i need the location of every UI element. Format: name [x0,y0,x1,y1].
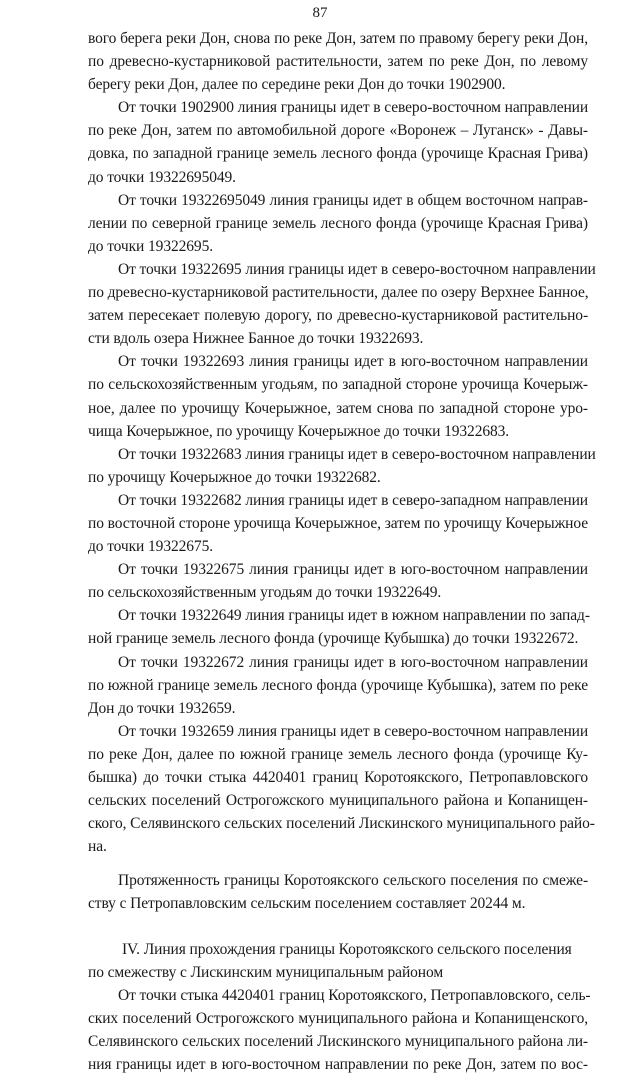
text-line: чища Кочерыжное, по урочищу Кочерыжное до точки 19322683. [88,422,510,440]
section-heading [88,938,588,984]
text-line: лении по северной границе земель лесного фонда (урочище Красная Грива) [88,214,588,232]
paragraph [88,258,596,350]
text-line: по древесно-кустарниковой растительности, затем по реке Дон, по левому [88,53,588,71]
text-line: по восточной стороне урочища Кочерыжное, затем по урочищу Кочерыжное [88,514,588,532]
text-line: по древесно-кустарниковой растительности, далее по озеру Верхнее Банное, [88,284,589,302]
paragraph [88,489,588,558]
text-line: по урочищу Кочерыжное до точки 19322682. [88,468,381,486]
text-line: От точки 19322683 линия границы идет в северо-восточном направлении [118,445,596,463]
text-line: до точки 19322695049. [88,168,236,186]
text-line: ния границы идет в юго-восточном направлении по реке Дон, затем по вос- [88,1056,588,1074]
paragraph [88,651,588,720]
text-line: до точки 19322675. [88,538,214,556]
text-line: по реке Дон, затем по автомобильной дороге «Воронеж – Луганск» - Давы- [88,122,588,140]
text-line: по реке Дон, далее по южной границе земель лесного фонда (урочище Ку- [88,745,588,763]
page-number: 87 [312,5,328,21]
text-line: по смежеству с Лискинским муниципальным районом [88,963,444,981]
text-line: ное, далее по урочищу Кочерыжное, затем снова по западной стороне уро- [88,399,588,417]
text-line: ских поселений Острогожского муниципального района и Копанищенского, [88,1009,588,1027]
text-line: От точки стыка 4420401 границ Коротоякского, Петропавловского, сель- [118,986,591,1004]
paragraph [88,96,588,188]
text-line: ского, Селявинского сельских поселений Лискинского муниципального райо- [88,815,595,833]
paragraph [88,443,596,489]
text-line: на. [88,838,107,856]
text-line: От точки 1902900 линия границы идет в северо-восточном направлении [118,99,589,117]
text-line: ству с Петропавловским сельским поселением составляет 20244 м. [88,895,526,913]
paragraph [88,558,588,604]
text-line: От точки 19322675 линия границы идет в юго-восточном направлении [118,561,588,579]
text-line: по южной границе земель лесного фонда (урочище Кубышка), затем по реке [88,676,588,694]
text-line: затем пересекает полевую дорогу, по древесно-кустарниковой растительно- [88,307,588,325]
paragraph [88,720,595,859]
text-line: берегу реки Дон, далее по середине реки Дон до точки 1902900. [88,76,506,94]
paragraph [88,350,588,442]
text-line: От точки 1932659 линия границы идет в северо-восточном направлении [118,722,589,740]
text-line: От точки 19322672 линия границы идет в юго-восточном направлении [118,653,588,671]
paragraph [88,189,588,258]
text-line: вого берега реки Дон, снова по реке Дон, затем по правому берегу реки Дон, [88,30,588,47]
text-line: по сельскохозяйственным угодьям, по западной стороне урочища Кочерыж- [88,376,588,394]
text-line: Селявинского сельских поселений Лискинского муниципального района ли- [88,1032,588,1050]
text-line: Протяженность границы Коротоякского сельского поселения по смеже- [118,872,588,890]
text-line: IV. Линия прохождения границы Коротоякского сельского поселения [122,940,572,958]
paragraph [88,984,591,1076]
paragraph [88,27,588,96]
text-line: до точки 19322695. [88,237,214,255]
text-line: От точки 19322695 линия границы идет в северо-восточном направлении [118,260,596,278]
text-line: От точки 19322682 линия границы идет в северо-западном направлении [118,491,588,509]
text-line: по сельскохозяйственным угодьям до точки 19322649. [88,584,442,602]
document-body [88,27,596,1076]
text-line: От точки 19322649 линия границы идет в южном направлении по запад- [118,607,590,625]
text-line: сельских поселений Острогожского муниципального района и Копанищен- [88,792,588,810]
text-line: сти вдоль озера Нижнее Банное до точки 19322693. [88,330,424,348]
text-line: От точки 19322693 линия границы идет в юго-восточном направлении [118,353,588,371]
text-line: Дон до точки 1932659. [88,699,236,717]
paragraph [88,869,588,915]
text-line: От точки 19322695049 линия границы идет в общем восточном направ- [118,191,588,209]
text-line: довка, по западной границе земель лесного фонда (урочище Красная Грива) [88,145,588,163]
paragraph [88,604,588,650]
text-line: бышка) до точки стыка 4420401 границ Коротоякского, Петропавловского [88,769,588,786]
text-line: ной границе земель лесного фонда (урочище Кубышка) до точки 19322672. [88,630,579,648]
